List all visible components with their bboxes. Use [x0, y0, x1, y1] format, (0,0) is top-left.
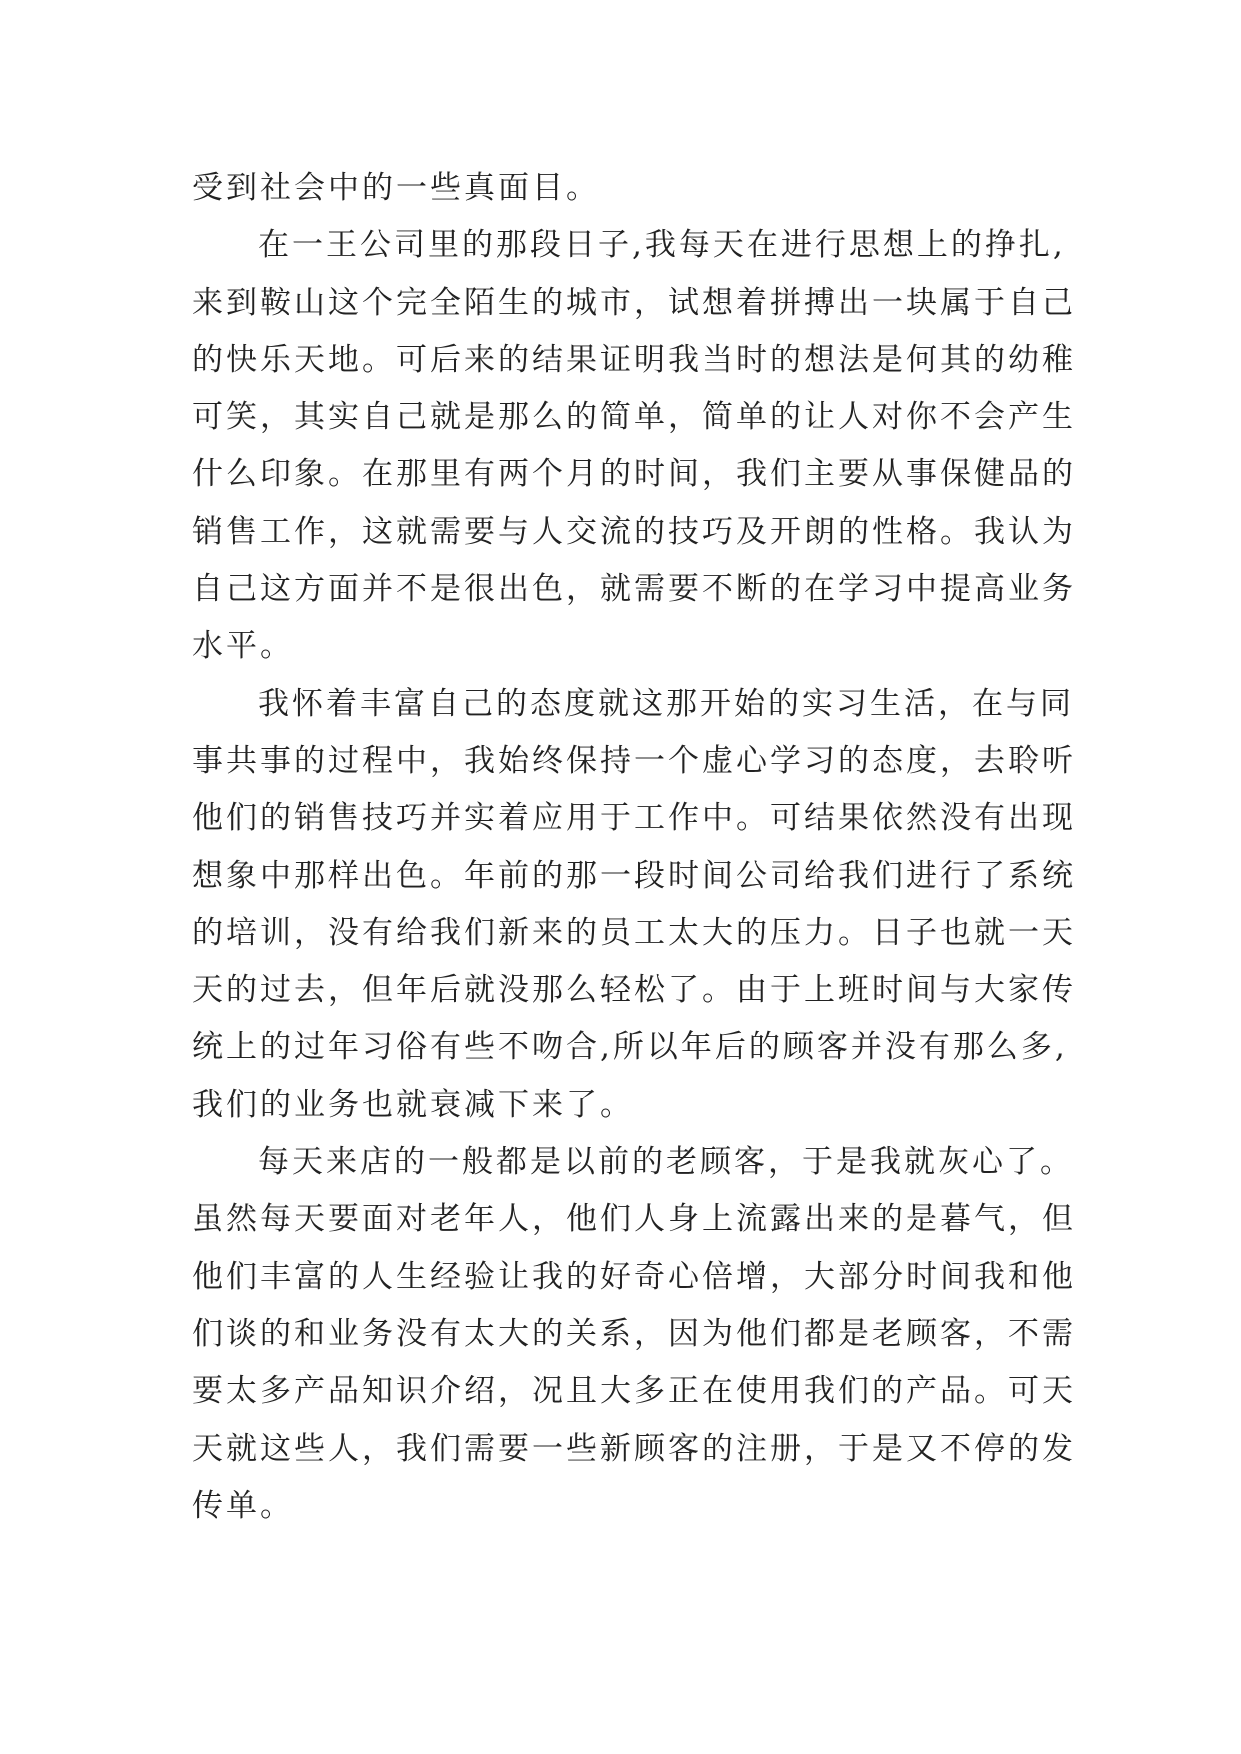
text-line: 传单。 [192, 1487, 294, 1524]
text-line: 想象中那样出色。年前的那一段时间公司给我们进行了系统 [192, 857, 1076, 894]
text-line: 他们丰富的人生经验让我的好奇心倍增，大部分时间我和他 [192, 1258, 1076, 1295]
text-line: 要太多产品知识介绍，况且大多正在使用我们的产品。可天 [192, 1373, 1076, 1410]
text-line: 虽然每天要面对老年人，他们人身上流露出来的是暮气，但 [192, 1201, 1076, 1238]
paragraph-first-line: 每天来店的一般都是以前的老顾客，于是我就灰心了。 [258, 1144, 1074, 1181]
text-line: 统上的过年习俗有些不吻合,所以年后的顾客并没有那么多, [192, 1029, 1068, 1066]
text-line: 可笑，其实自己就是那么的简单，简单的让人对你不会产生 [192, 399, 1076, 436]
document-body [192, 160, 1076, 1535]
text-line: 水平。 [192, 628, 294, 665]
text-line: 的培训，没有给我们新来的员工太大的压力。日子也就一天 [192, 914, 1076, 951]
text-line: 我们的业务也就衰减下来了。 [192, 1086, 634, 1123]
text-line: 的快乐天地。可后来的结果证明我当时的想法是何其的幼稚 [192, 341, 1076, 378]
text-line: 来到鞍山这个完全陌生的城市，试想着拼搏出一块属于自己 [192, 284, 1076, 321]
text-line: 天就这些人，我们需要一些新顾客的注册，于是又不停的发 [192, 1430, 1076, 1467]
text-line: 天的过去，但年后就没那么轻松了。由于上班时间与大家传 [192, 972, 1076, 1009]
text-line: 受到社会中的一些真面目。 [192, 170, 600, 206]
text-line: 自己这方面并不是很出色，就需要不断的在学习中提高业务 [192, 571, 1076, 608]
text-line: 他们的销售技巧并实着应用于工作中。可结果依然没有出现 [192, 800, 1076, 837]
paragraph-first-line: 在一王公司里的那段日子,我每天在进行思想上的挣扎, [258, 227, 1066, 264]
text-line: 销售工作，这就需要与人交流的技巧及开朗的性格。我认为 [192, 513, 1076, 550]
text-line: 们谈的和业务没有太大的关系，因为他们都是老顾客，不需 [192, 1315, 1076, 1352]
paragraph-first-line: 我怀着丰富自己的态度就这那开始的实习生活，在与同 [258, 685, 1074, 722]
text-line: 事共事的过程中，我始终保持一个虚心学习的态度，去聆听 [192, 742, 1076, 779]
text-line: 什么印象。在那里有两个月的时间，我们主要从事保健品的 [192, 456, 1076, 493]
